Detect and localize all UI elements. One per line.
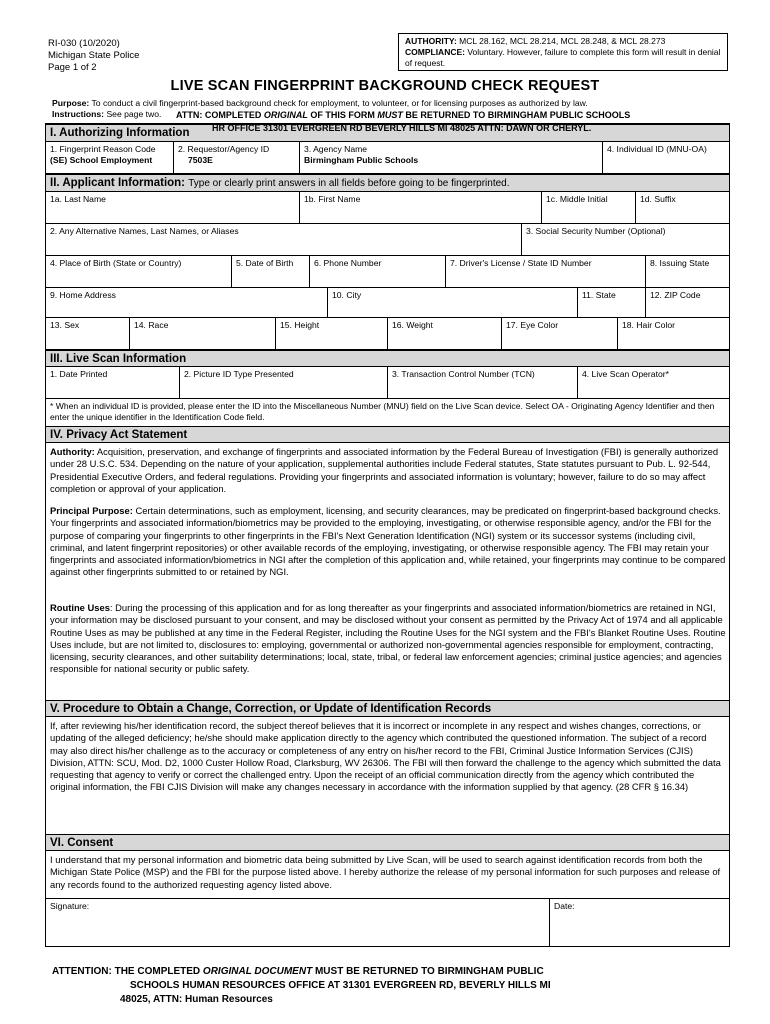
date-printed-field[interactable] <box>46 367 180 399</box>
section-2-subtitle: Type or clearly print answers in all fields before going to be fingerprinted. <box>188 178 510 189</box>
requestor-id-value: 7503E <box>188 155 213 165</box>
section-6-heading <box>46 834 729 851</box>
drivers-license-field[interactable] <box>446 256 646 288</box>
reason-code-field[interactable] <box>46 142 174 174</box>
picture-id-field[interactable] <box>180 367 388 399</box>
home-address-label: 9. Home Address <box>50 290 116 300</box>
footer-line3: 48025, ATTN: Human Resources <box>120 994 273 1005</box>
instructions-text: See page two. <box>106 109 162 119</box>
section-3-heading <box>46 350 729 367</box>
ssn-field[interactable] <box>522 224 729 256</box>
reason-code-value: (SE) School Employment <box>50 155 153 165</box>
picture-id-label: 2. Picture ID Type Presented <box>184 369 294 379</box>
section-4-heading <box>46 426 729 443</box>
section-2-title: II. Applicant Information: <box>50 177 186 189</box>
section-5-heading <box>46 700 729 717</box>
eye-color-label: 17. Eye Color <box>506 320 559 330</box>
height-label: 15. Height <box>280 320 320 330</box>
routine-uses-paragraph <box>50 602 726 676</box>
consent-paragraph: I understand that my personal information and biometric data being submitted by Live Scan, will be used to search against identification records from both the Michigan State Police (MSP) and the FBI for the purpose listed above. I hereby authorize the release of my personal information for such purposes and release of any records found to the authorized requesting agency listed above. <box>50 854 721 890</box>
date-printed-label: 1. Date Printed <box>50 369 108 379</box>
principal-purpose-label: Principal Purpose: <box>50 505 133 516</box>
state-field[interactable] <box>578 288 646 318</box>
height-field[interactable] <box>276 318 388 350</box>
agency-name: Michigan State Police <box>48 50 140 61</box>
suffix-field[interactable] <box>636 192 729 224</box>
individual-id-label: 4. Individual ID (MNU-OA) <box>607 144 707 154</box>
attn-overlay-e: BE RETURNED TO BIRMINGHAM PUBLIC SCHOOLS <box>405 110 631 120</box>
live-scan-note: * When an individual ID is provided, please enter the ID into the Miscellaneous Number (MNU) field on the Live Scan device. Select OA - Originating Agency Identifier and then enter the unique identifier in the Identification Code field. <box>50 401 715 422</box>
footer-return-text: MUST BE RETURNED TO BIRMINGHAM PUBLIC <box>314 966 544 977</box>
phone-label: 6. Phone Number <box>314 258 382 268</box>
privacy-authority-label: Authority: <box>50 446 95 457</box>
city-label: 10. City <box>332 290 362 300</box>
agency-name-label: 3. Agency Name <box>304 144 368 154</box>
last-name-label: 1a. Last Name <box>50 194 106 204</box>
attn-overlay-a: ATTN: COMPLETED <box>176 110 262 120</box>
alt-names-field[interactable] <box>46 224 522 256</box>
city-field[interactable] <box>328 288 578 318</box>
first-name-label: 1b. First Name <box>304 194 361 204</box>
purpose-text: To conduct a civil fingerprint-based background check for employment, to volunteer, or for licensing purposes as authorized by law. <box>91 98 588 108</box>
hair-color-label: 18. Hair Color <box>622 320 676 330</box>
routine-uses-text: : During the processing of this application and for as long thereafter as your fingerprints and associated information/biometrics are retained in NGI, your information may be disclosed pursuant to your consent, and may be disclosed without your consent as permitted by the Privacy Act of 1974 and all applicable Routine Uses as may be published at any time in the Federal Register, including the Routine Uses for the NGI system and the FBI's Blanket Routine Uses. Routine Uses include, but are not limited to, disclosures to: employing, governmental or authorized non-governmental agencies responsible for employment, contracting, licensing, security clearances, and other suitability determinations; local, state, tribal, or federal law enforcement agencies; criminal justice agencies; and agencies responsible for national security or public safety. <box>50 602 726 675</box>
race-label: 14. Race <box>134 320 169 330</box>
eye-color-field[interactable] <box>502 318 618 350</box>
weight-field[interactable] <box>388 318 502 350</box>
last-name-field[interactable] <box>46 192 300 224</box>
birthplace-field[interactable] <box>46 256 232 288</box>
attn-overlay-b: ORIGINAL <box>263 110 308 120</box>
middle-initial-field[interactable] <box>542 192 636 224</box>
operator-field[interactable] <box>578 367 729 399</box>
principal-purpose-paragraph <box>50 505 726 579</box>
purpose-label: Purpose: <box>52 98 90 108</box>
date-field[interactable] <box>550 898 729 946</box>
section-6-title: VI. Consent <box>50 837 114 849</box>
procedure-paragraph: If, after reviewing his/her identification record, the subject thereof believes that it is incorrect or incomplete in any respect and wishes changes, corrections, or updating of the alleged deficiency; he/she should make application directly to the agency which contributed the questioned information. The subject of a record may also direct his/her challenge as to the accuracy or completeness of any entry on his/her record to the FBI, Criminal Justice Information Services (CJIS) Division, ATTN: SCU, Mod. D2, 1000 Custer Hollow Road, Clarksburg, WV 26306. The FBI will then forward the challenge to the agency which submitted the data requesting that agency to verify or correct the challenged entry. Upon the receipt of an official communication directly from the agency which contributed the original information, the FBI CJIS Division will make any changes necessary in accordance with the information supplied by that agency. (28 CFR § 16.34) <box>50 720 721 793</box>
attn-overlay-line1 <box>176 110 630 120</box>
date-label: Date: <box>554 901 575 911</box>
section-4-title: IV. Privacy Act Statement <box>50 429 188 441</box>
state-label: 11. State <box>582 290 616 300</box>
issuing-state-label: 8. Issuing State <box>650 258 710 268</box>
ssn-label: 3. Social Security Number (Optional) <box>526 226 666 236</box>
authority-box <box>398 33 728 71</box>
page-title: LIVE SCAN FINGERPRINT BACKGROUND CHECK REQUEST <box>170 78 600 94</box>
agency-name-value: Birmingham Public Schools <box>304 155 419 165</box>
requestor-id-label: 2. Requestor/Agency ID <box>178 144 270 154</box>
routine-uses-label: Routine Uses <box>50 602 110 613</box>
individual-id-field[interactable] <box>603 142 729 174</box>
form-id: RI-030 (10/2020) <box>48 38 120 49</box>
race-field[interactable] <box>130 318 276 350</box>
requestor-id-field[interactable] <box>174 142 300 174</box>
authority-text: MCL 28.162, MCL 28.214, MCL 28.248, & MCL 28.273 <box>459 36 666 46</box>
first-name-field[interactable] <box>300 192 542 224</box>
alt-names-label: 2. Any Alternative Names, Last Names, or Aliases <box>50 226 239 236</box>
weight-label: 16. Weight <box>392 320 433 330</box>
attn-overlay-c: OF THIS FORM <box>310 110 375 120</box>
tcn-label: 3. Transaction Control Number (TCN) <box>392 369 535 379</box>
hair-color-field[interactable] <box>618 318 729 350</box>
compliance-text: Voluntary. However, failure to complete this form will result in denial of request. <box>405 47 721 68</box>
signature-field[interactable] <box>46 898 550 946</box>
section-1-title: I. Authorizing Information <box>50 127 190 139</box>
section-3-title: III. Live Scan Information <box>50 353 187 365</box>
birthplace-label: 4. Place of Birth (State or Country) <box>50 258 182 268</box>
phone-field[interactable] <box>310 256 446 288</box>
section-2-heading <box>46 174 729 192</box>
home-address-field[interactable] <box>46 288 328 318</box>
middle-initial-label: 1c. Middle Initial <box>546 194 608 204</box>
reason-code-label: 1. Fingerprint Reason Code <box>50 144 156 154</box>
sex-field[interactable] <box>46 318 130 350</box>
section-5-title: V. Procedure to Obtain a Change, Correction, or Update of Identification Records <box>50 703 492 715</box>
issuing-state-field[interactable] <box>646 256 729 288</box>
page-number: Page 1 of 2 <box>48 62 97 73</box>
privacy-authority-paragraph <box>50 446 726 495</box>
attn-overlay-d: MUST <box>377 110 403 120</box>
zip-label: 12. ZIP Code <box>650 290 701 300</box>
signature-label: Signature: <box>50 901 90 911</box>
attn-overlay-line2: HR OFFICE 31301 EVERGREEN RD BEVERLY HILLS MI 48025 ATTN: DAWN OR CHERYL. <box>212 123 592 133</box>
footer-line2: SCHOOLS HUMAN RESOURCES OFFICE AT 31301 EVERGREEN RD, BEVERLY HILLS MI <box>130 980 551 991</box>
authority-label: AUTHORITY: <box>405 36 457 46</box>
operator-label: 4. Live Scan Operator* <box>582 369 669 379</box>
form-header-left <box>48 38 139 74</box>
footer-attention: ATTENTION: THE COMPLETED <box>52 966 201 977</box>
dob-field[interactable] <box>232 256 310 288</box>
footer-original-document: ORIGINAL DOCUMENT <box>202 966 313 977</box>
dob-label: 5. Date of Birth <box>236 258 294 268</box>
privacy-authority-text: Acquisition, preservation, and exchange of fingerprints and associated information by the Federal Bureau of Investigation (FBI) is generally authorized under 28 U.S.C. 534. Depending on the nature of your application, supplemental authorities include Federal statutes, State statutes pursuant to Pub. L. 92-544, Presidential Executive Orders, and federal regulations. Providing your fingerprints and associated information is voluntary; however, failure to do so may affect completion or approval of your application. <box>50 446 719 494</box>
footer-line1 <box>0 965 770 979</box>
suffix-label: 1d. Suffix <box>640 194 676 204</box>
drivers-license-label: 7. Driver's License / State ID Number <box>450 258 592 268</box>
tcn-field[interactable] <box>388 367 578 399</box>
sex-label: 13. Sex <box>50 320 80 330</box>
compliance-label: COMPLIANCE: <box>405 47 465 57</box>
instructions-label: Instructions: <box>52 109 105 119</box>
agency-name-field[interactable] <box>300 142 603 174</box>
principal-purpose-text: Certain determinations, such as employment, licensing, and security clearances, may be predicated on fingerprint-based background checks. Your fingerprints and associated information/biometrics may be provided to the employing, investigating, or otherwise responsible agency, and/or the FBI for the purpose of comparing your fingerprints to other fingerprints in the FBI's Next Generation Identification (NGI) system or its successor systems (including civil, criminal, and latent fingerprint repositories) or other available records of the employing, investigating, or otherwise responsible agency. The FBI may retain your fingerprints and associated information/biometrics in NGI after the completion of this application and, while retained, your fingerprints may continue to be compared against other fingerprints submitted to or retained by NGI. <box>50 505 726 578</box>
zip-field[interactable] <box>646 288 729 318</box>
